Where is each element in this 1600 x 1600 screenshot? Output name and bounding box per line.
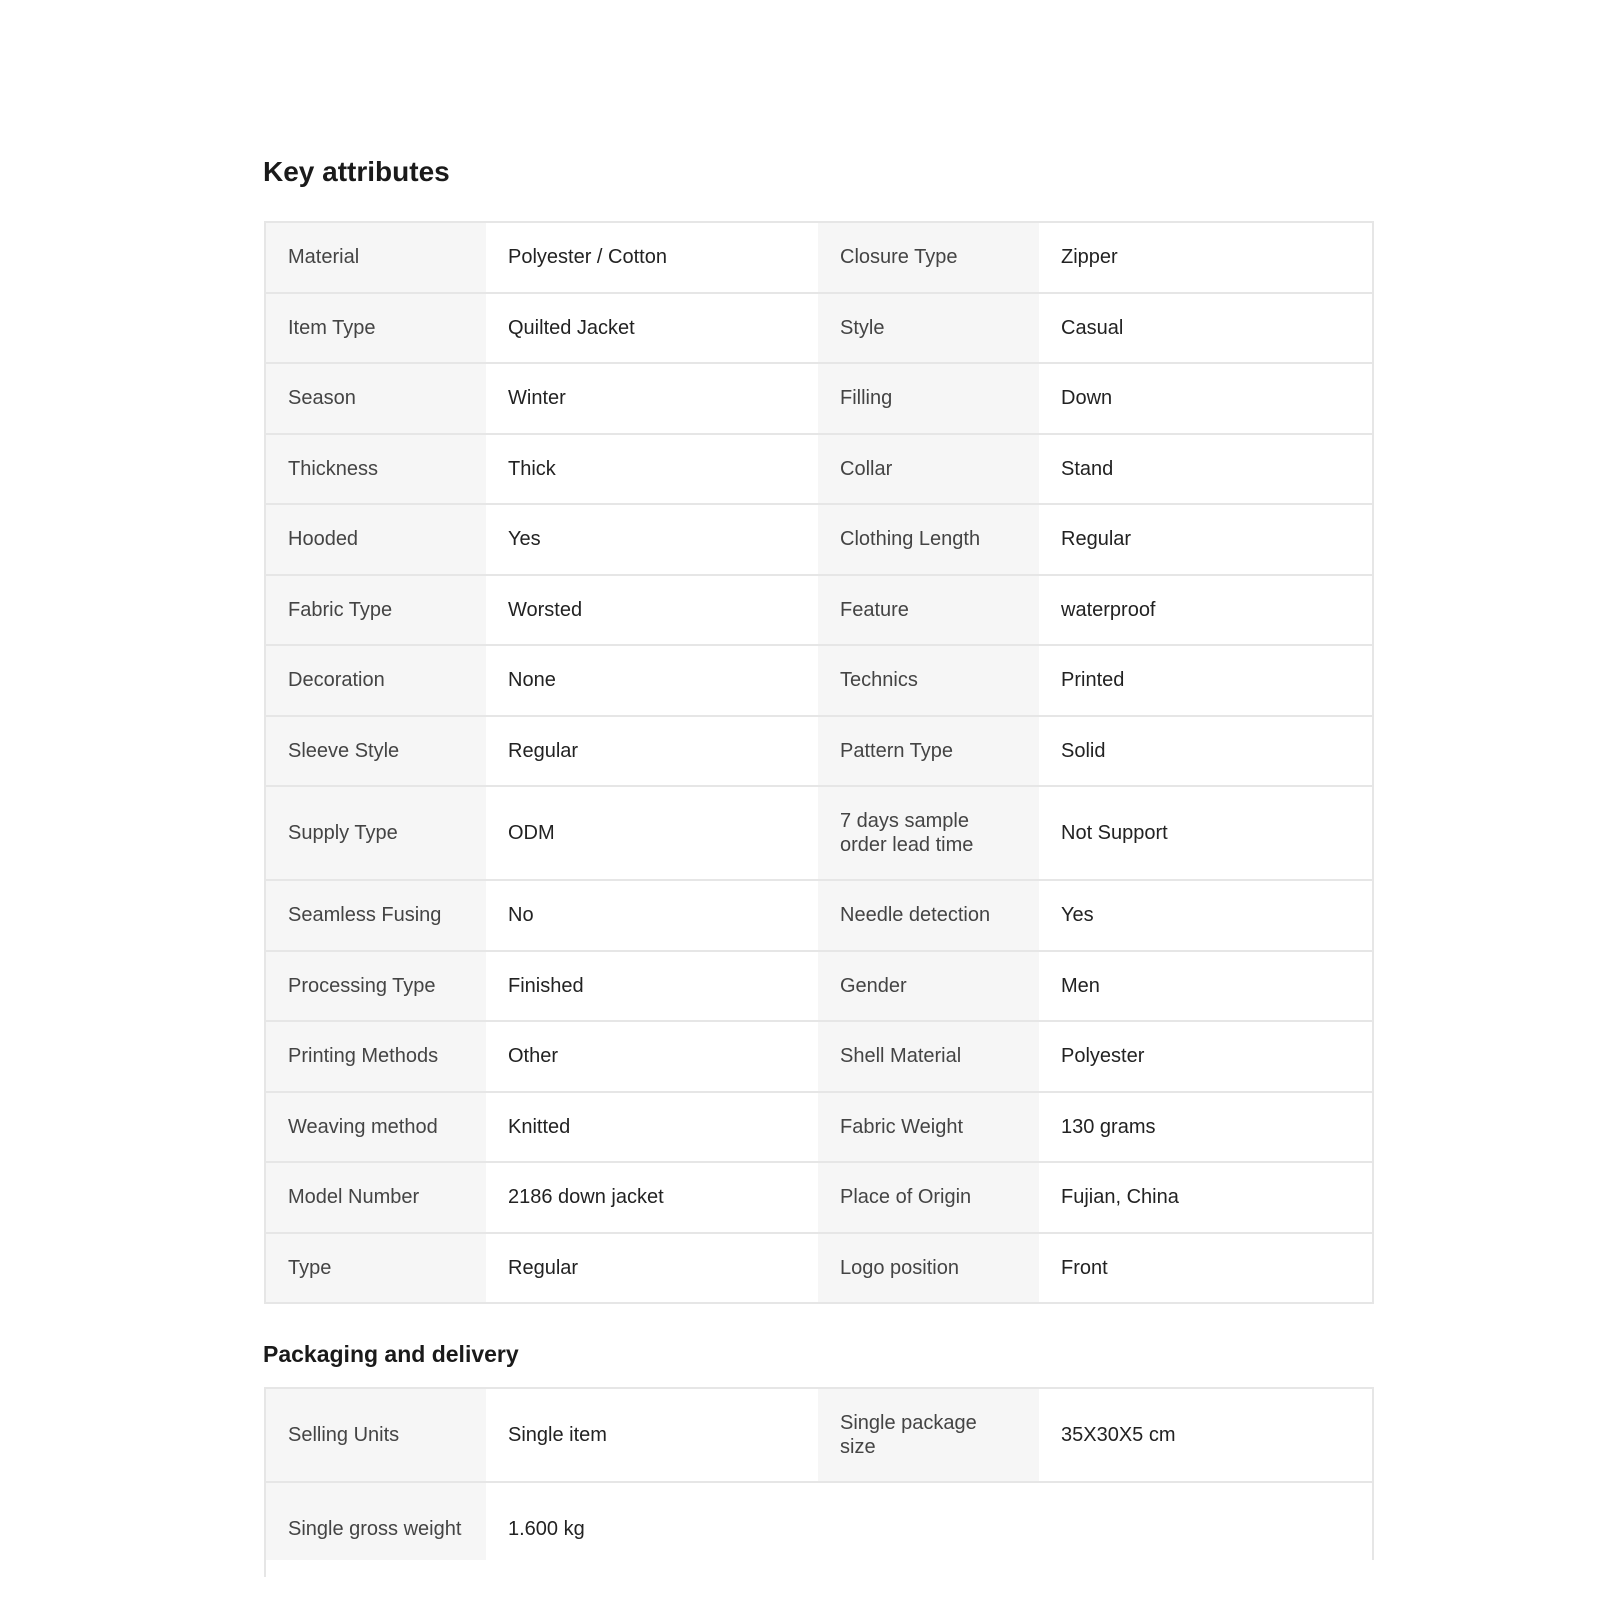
attribute-label: Collar (818, 434, 1039, 505)
packaging-table (264, 1387, 1374, 1577)
attribute-value: Other (486, 1021, 818, 1092)
attribute-label: Filling (818, 363, 1039, 434)
packaging-label: Single gross weight (265, 1482, 486, 1576)
attribute-label: Gender (818, 951, 1039, 1022)
attribute-value: Worsted (486, 575, 818, 646)
attribute-value: Yes (486, 504, 818, 575)
attribute-value: Solid (1039, 716, 1373, 787)
attribute-label: 7 days sample order lead time (818, 786, 1039, 880)
attribute-label: Sleeve Style (265, 716, 486, 787)
attribute-value: 2186 down jacket (486, 1162, 818, 1233)
attribute-value: Yes (1039, 880, 1373, 951)
attribute-value: Thick (486, 434, 818, 505)
packaging-label: Selling Units (265, 1388, 486, 1482)
attribute-row (265, 222, 1373, 293)
attribute-value: Stand (1039, 434, 1373, 505)
attribute-value: Printed (1039, 645, 1373, 716)
attribute-value: Casual (1039, 293, 1373, 364)
attribute-value: 130 grams (1039, 1092, 1373, 1163)
packaging-heading: Packaging and delivery (263, 1341, 519, 1367)
attribute-row (265, 434, 1373, 505)
attribute-row (265, 1021, 1373, 1092)
attribute-row (265, 1092, 1373, 1163)
attribute-value: Regular (486, 716, 818, 787)
attribute-label: Feature (818, 575, 1039, 646)
attribute-label: Supply Type (265, 786, 486, 880)
attribute-label: Item Type (265, 293, 486, 364)
attribute-row (265, 645, 1373, 716)
packaging-value: Single item (486, 1388, 818, 1482)
attribute-value: Winter (486, 363, 818, 434)
attribute-value: Zipper (1039, 222, 1373, 293)
attribute-label: Seamless Fusing (265, 880, 486, 951)
attribute-row (265, 880, 1373, 951)
attribute-label: Thickness (265, 434, 486, 505)
attribute-row (265, 1162, 1373, 1233)
attribute-label: Fabric Type (265, 575, 486, 646)
attribute-label: Model Number (265, 1162, 486, 1233)
packaging-value: 1.600 kg (486, 1482, 818, 1576)
attribute-row (265, 786, 1373, 880)
attribute-value: Knitted (486, 1092, 818, 1163)
attribute-row (265, 1233, 1373, 1304)
attribute-value: waterproof (1039, 575, 1373, 646)
attribute-value: Front (1039, 1233, 1373, 1304)
attribute-label: Weaving method (265, 1092, 486, 1163)
attribute-value: Polyester / Cotton (486, 222, 818, 293)
attribute-value: None (486, 645, 818, 716)
attribute-label: Logo position (818, 1233, 1039, 1304)
attribute-label: Style (818, 293, 1039, 364)
attribute-value: Down (1039, 363, 1373, 434)
screenshot-crop-edge (266, 1560, 1376, 1600)
key-attributes-table (264, 221, 1374, 1304)
attribute-label: Technics (818, 645, 1039, 716)
attribute-row (265, 293, 1373, 364)
attribute-value: Regular (1039, 504, 1373, 575)
attribute-label: Type (265, 1233, 486, 1304)
key-attributes-heading: Key attributes (263, 156, 450, 187)
packaging-value: 35X30X5 cm (1039, 1388, 1373, 1482)
attribute-label: Season (265, 363, 486, 434)
attribute-value: Regular (486, 1233, 818, 1304)
attribute-value: Quilted Jacket (486, 293, 818, 364)
attribute-label: Processing Type (265, 951, 486, 1022)
attribute-label: Needle detection (818, 880, 1039, 951)
attribute-label: Fabric Weight (818, 1092, 1039, 1163)
attribute-label: Material (265, 222, 486, 293)
packaging-label: Single package size (818, 1388, 1039, 1482)
attribute-row (265, 363, 1373, 434)
attribute-label: Shell Material (818, 1021, 1039, 1092)
attribute-row (265, 504, 1373, 575)
attribute-value: Men (1039, 951, 1373, 1022)
attribute-value: ODM (486, 786, 818, 880)
attribute-row (265, 951, 1373, 1022)
attribute-label: Decoration (265, 645, 486, 716)
attribute-value: No (486, 880, 818, 951)
attribute-value: Polyester (1039, 1021, 1373, 1092)
attribute-value: Fujian, China (1039, 1162, 1373, 1233)
attribute-label: Clothing Length (818, 504, 1039, 575)
attribute-label: Hooded (265, 504, 486, 575)
attribute-label: Place of Origin (818, 1162, 1039, 1233)
attribute-value: Not Support (1039, 786, 1373, 880)
attribute-label: Pattern Type (818, 716, 1039, 787)
attribute-row (265, 716, 1373, 787)
attribute-label: Printing Methods (265, 1021, 486, 1092)
attribute-row (265, 575, 1373, 646)
packaging-row (265, 1388, 1373, 1482)
attribute-label: Closure Type (818, 222, 1039, 293)
attribute-value: Finished (486, 951, 818, 1022)
